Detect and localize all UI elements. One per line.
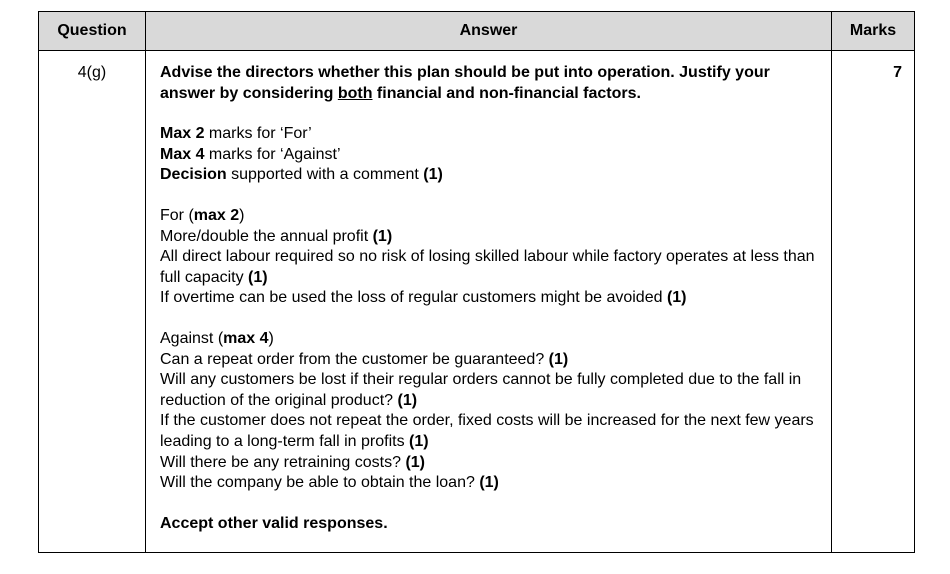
against-heading: Against (max 4) — [160, 329, 274, 347]
allocation-line: Decision supported with a comment (1) — [160, 166, 443, 184]
for-heading: For (max 2) — [160, 206, 245, 224]
against-point: Can a repeat order from the customer be guaranteed? (1) — [160, 350, 569, 368]
answer-cell — [146, 51, 832, 553]
accept-note: Accept other valid responses. — [160, 514, 388, 532]
mark-allocation — [160, 124, 823, 186]
prompt-text-2: financial and non-financial factors. — [372, 84, 641, 102]
against-point: Will there be any retraining costs? (1) — [160, 453, 426, 471]
table-row — [39, 51, 915, 553]
mark-scheme-table — [38, 11, 915, 553]
allocation-line: Max 2 marks for ‘For’ — [160, 125, 312, 143]
answer-header: Answer — [146, 12, 832, 51]
question-header: Question — [39, 12, 146, 51]
marks-value: 7 — [832, 51, 915, 553]
for-section — [160, 206, 823, 309]
against-point: If the customer does not repeat the order, fixed costs will be increased for the next few years leading to a long-term fall in profits (1) — [160, 412, 814, 450]
question-number: 4(g) — [39, 51, 146, 553]
against-section — [160, 329, 823, 494]
for-point: If overtime can be used the loss of regular customers might be avoided (1) — [160, 289, 687, 307]
prompt-underlined-word: both — [337, 84, 373, 102]
for-point: More/double the annual profit (1) — [160, 227, 393, 245]
prompt-text-1: Advise the directors whether this plan should be put into operation. Justify your answer by considering — [160, 64, 770, 102]
marks-header: Marks — [832, 12, 915, 51]
against-point: Will the company be able to obtain the loan? (1) — [160, 474, 499, 492]
question-prompt — [160, 63, 823, 104]
against-point: Will any customers be lost if their regular orders cannot be fully completed due to the fall in reduction of the original product? (1) — [160, 371, 802, 409]
allocation-line: Max 4 marks for ‘Against’ — [160, 145, 341, 163]
for-point: All direct labour required so no risk of losing skilled labour while factory operates at less than full capacity (1) — [160, 248, 815, 286]
header-row — [39, 12, 915, 51]
